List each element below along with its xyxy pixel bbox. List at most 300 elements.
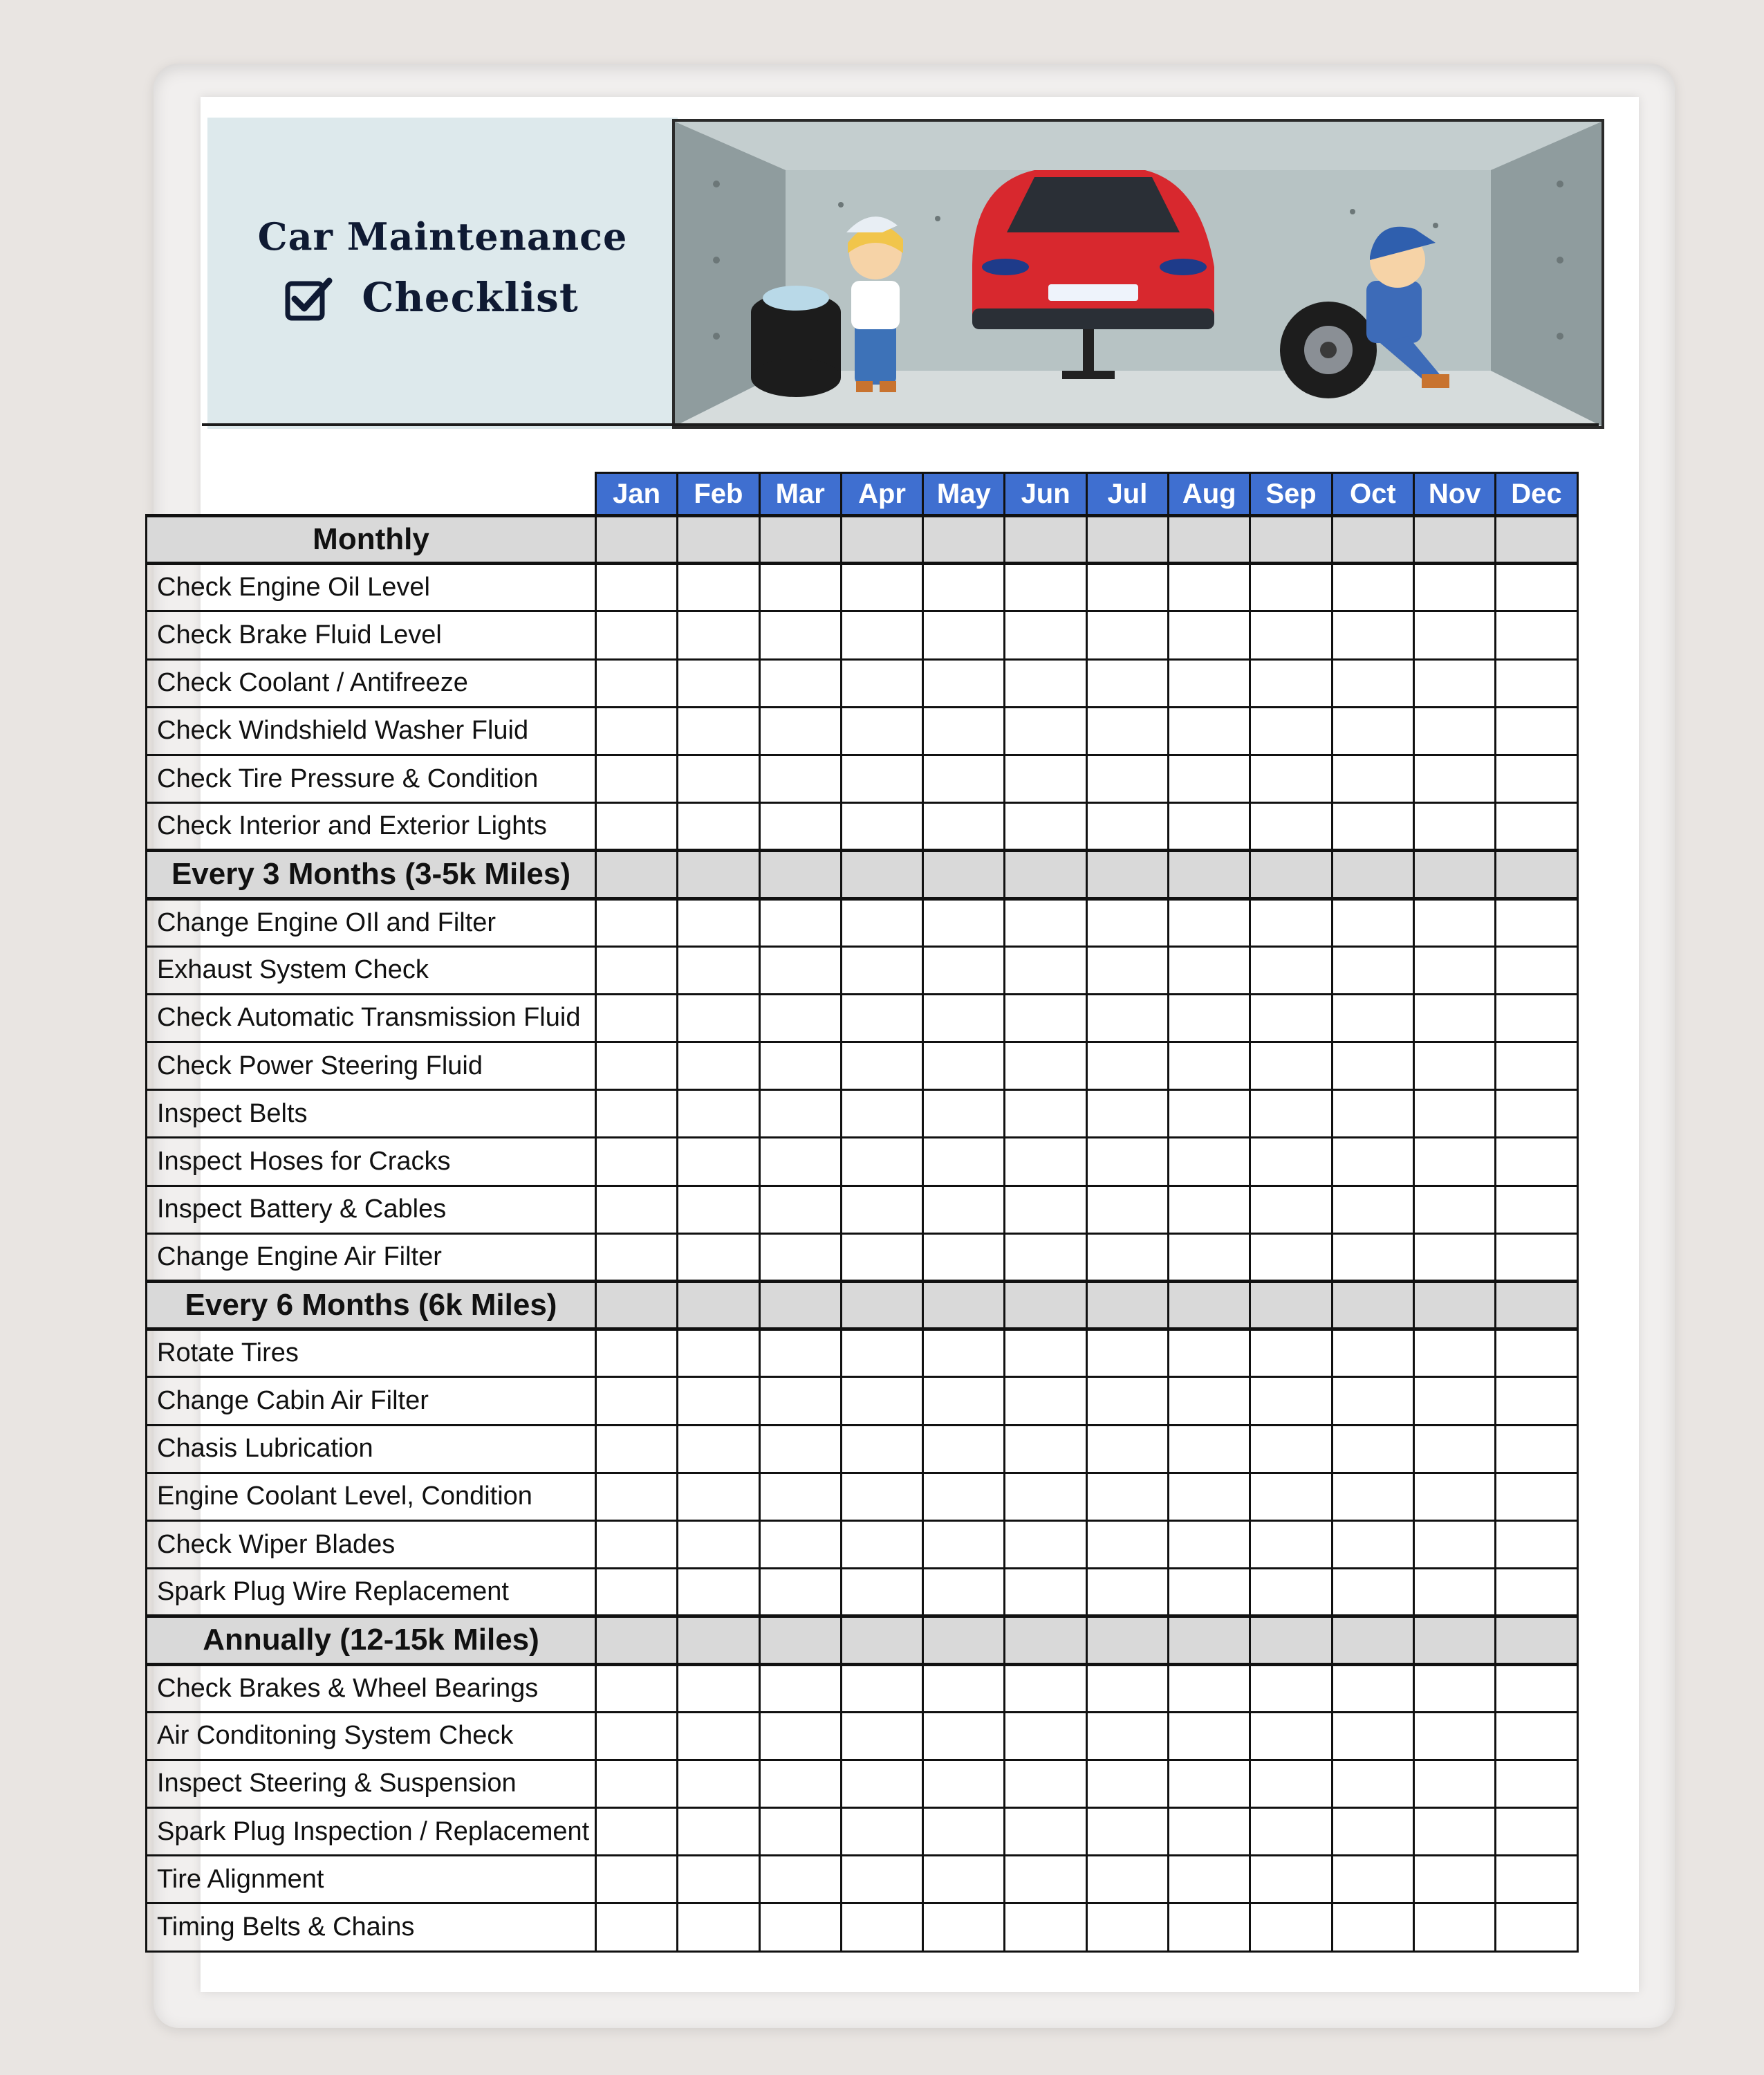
checkbox-cell-oct[interactable] — [1332, 1042, 1413, 1090]
checkbox-cell-oct[interactable] — [1332, 1377, 1413, 1425]
checkbox-cell-feb[interactable] — [678, 1233, 759, 1281]
checkbox-cell-jun[interactable] — [1005, 707, 1086, 755]
checkbox-cell-may[interactable] — [923, 1042, 1005, 1090]
checkbox-cell-mar[interactable] — [759, 1090, 841, 1138]
checkbox-cell-feb[interactable] — [678, 1138, 759, 1186]
checkbox-cell-jan[interactable] — [596, 1856, 678, 1903]
checkbox-cell-jul[interactable] — [1086, 1520, 1168, 1568]
checkbox-cell-jun[interactable] — [1005, 1090, 1086, 1138]
checkbox-cell-sep[interactable] — [1250, 1138, 1332, 1186]
checkbox-cell-apr[interactable] — [841, 1903, 922, 1951]
checkbox-cell-jul[interactable] — [1086, 1664, 1168, 1712]
checkbox-cell-nov[interactable] — [1413, 803, 1495, 851]
checkbox-cell-jun[interactable] — [1005, 803, 1086, 851]
checkbox-cell-aug[interactable] — [1169, 1186, 1250, 1233]
checkbox-cell-mar[interactable] — [759, 1808, 841, 1856]
checkbox-cell-jul[interactable] — [1086, 1473, 1168, 1520]
checkbox-cell-jul[interactable] — [1086, 659, 1168, 707]
checkbox-cell-jan[interactable] — [596, 1520, 678, 1568]
checkbox-cell-aug[interactable] — [1169, 1760, 1250, 1807]
checkbox-cell-sep[interactable] — [1250, 1808, 1332, 1856]
checkbox-cell-dec[interactable] — [1496, 1712, 1577, 1760]
checkbox-cell-apr[interactable] — [841, 1329, 922, 1377]
checkbox-cell-apr[interactable] — [841, 1664, 922, 1712]
checkbox-cell-feb[interactable] — [678, 1903, 759, 1951]
checkbox-cell-sep[interactable] — [1250, 1233, 1332, 1281]
checkbox-cell-sep[interactable] — [1250, 1425, 1332, 1473]
checkbox-cell-oct[interactable] — [1332, 994, 1413, 1042]
checkbox-cell-oct[interactable] — [1332, 707, 1413, 755]
checkbox-cell-jun[interactable] — [1005, 1569, 1086, 1616]
checkbox-cell-may[interactable] — [923, 946, 1005, 994]
checkbox-cell-may[interactable] — [923, 1808, 1005, 1856]
checkbox-cell-jun[interactable] — [1005, 1138, 1086, 1186]
checkbox-cell-jun[interactable] — [1005, 564, 1086, 611]
checkbox-cell-sep[interactable] — [1250, 659, 1332, 707]
checkbox-cell-may[interactable] — [923, 659, 1005, 707]
checkbox-cell-nov[interactable] — [1413, 1903, 1495, 1951]
checkbox-cell-sep[interactable] — [1250, 1712, 1332, 1760]
checkbox-cell-mar[interactable] — [759, 994, 841, 1042]
checkbox-cell-oct[interactable] — [1332, 1329, 1413, 1377]
checkbox-cell-jul[interactable] — [1086, 564, 1168, 611]
checkbox-cell-aug[interactable] — [1169, 994, 1250, 1042]
checkbox-cell-nov[interactable] — [1413, 1377, 1495, 1425]
checkbox-cell-sep[interactable] — [1250, 755, 1332, 802]
checkbox-cell-jun[interactable] — [1005, 1186, 1086, 1233]
checkbox-cell-feb[interactable] — [678, 994, 759, 1042]
checkbox-cell-jan[interactable] — [596, 1090, 678, 1138]
checkbox-cell-may[interactable] — [923, 1664, 1005, 1712]
checkbox-cell-nov[interactable] — [1413, 994, 1495, 1042]
checkbox-cell-jan[interactable] — [596, 898, 678, 946]
checkbox-cell-dec[interactable] — [1496, 659, 1577, 707]
checkbox-cell-dec[interactable] — [1496, 946, 1577, 994]
checkbox-cell-mar[interactable] — [759, 1569, 841, 1616]
checkbox-cell-nov[interactable] — [1413, 1425, 1495, 1473]
checkbox-cell-jul[interactable] — [1086, 611, 1168, 659]
checkbox-cell-apr[interactable] — [841, 1760, 922, 1807]
checkbox-cell-aug[interactable] — [1169, 1138, 1250, 1186]
checkbox-cell-jun[interactable] — [1005, 1712, 1086, 1760]
checkbox-cell-may[interactable] — [923, 564, 1005, 611]
checkbox-cell-aug[interactable] — [1169, 1808, 1250, 1856]
checkbox-cell-oct[interactable] — [1332, 659, 1413, 707]
checkbox-cell-mar[interactable] — [759, 1042, 841, 1090]
checkbox-cell-nov[interactable] — [1413, 1473, 1495, 1520]
checkbox-cell-nov[interactable] — [1413, 1808, 1495, 1856]
checkbox-cell-aug[interactable] — [1169, 1520, 1250, 1568]
checkbox-cell-feb[interactable] — [678, 1856, 759, 1903]
checkbox-cell-feb[interactable] — [678, 1377, 759, 1425]
checkbox-cell-feb[interactable] — [678, 803, 759, 851]
checkbox-cell-mar[interactable] — [759, 611, 841, 659]
checkbox-cell-aug[interactable] — [1169, 1329, 1250, 1377]
checkbox-cell-sep[interactable] — [1250, 1520, 1332, 1568]
checkbox-cell-dec[interactable] — [1496, 707, 1577, 755]
checkbox-cell-apr[interactable] — [841, 803, 922, 851]
checkbox-cell-jul[interactable] — [1086, 994, 1168, 1042]
checkbox-cell-apr[interactable] — [841, 1425, 922, 1473]
checkbox-cell-oct[interactable] — [1332, 1664, 1413, 1712]
checkbox-cell-jan[interactable] — [596, 1760, 678, 1807]
checkbox-cell-jun[interactable] — [1005, 1473, 1086, 1520]
checkbox-cell-mar[interactable] — [759, 1903, 841, 1951]
checkbox-cell-oct[interactable] — [1332, 564, 1413, 611]
checkbox-cell-mar[interactable] — [759, 803, 841, 851]
checkbox-cell-apr[interactable] — [841, 1808, 922, 1856]
checkbox-cell-apr[interactable] — [841, 1569, 922, 1616]
checkbox-cell-nov[interactable] — [1413, 1760, 1495, 1807]
checkbox-cell-aug[interactable] — [1169, 755, 1250, 802]
checkbox-cell-jan[interactable] — [596, 564, 678, 611]
checkbox-cell-jul[interactable] — [1086, 1760, 1168, 1807]
checkbox-cell-dec[interactable] — [1496, 1856, 1577, 1903]
checkbox-cell-nov[interactable] — [1413, 611, 1495, 659]
checkbox-cell-oct[interactable] — [1332, 1090, 1413, 1138]
checkbox-cell-dec[interactable] — [1496, 803, 1577, 851]
checkbox-cell-jul[interactable] — [1086, 1233, 1168, 1281]
checkbox-cell-nov[interactable] — [1413, 1090, 1495, 1138]
checkbox-cell-dec[interactable] — [1496, 1042, 1577, 1090]
checkbox-cell-may[interactable] — [923, 1233, 1005, 1281]
checkbox-cell-may[interactable] — [923, 755, 1005, 802]
checkbox-cell-mar[interactable] — [759, 1138, 841, 1186]
checkbox-cell-aug[interactable] — [1169, 564, 1250, 611]
checkbox-cell-dec[interactable] — [1496, 1760, 1577, 1807]
checkbox-cell-feb[interactable] — [678, 1186, 759, 1233]
checkbox-cell-jul[interactable] — [1086, 1856, 1168, 1903]
checkbox-cell-jun[interactable] — [1005, 946, 1086, 994]
checkbox-cell-jul[interactable] — [1086, 707, 1168, 755]
checkbox-cell-apr[interactable] — [841, 994, 922, 1042]
checkbox-cell-jun[interactable] — [1005, 898, 1086, 946]
checkbox-cell-dec[interactable] — [1496, 1425, 1577, 1473]
checkbox-cell-oct[interactable] — [1332, 1856, 1413, 1903]
checkbox-cell-apr[interactable] — [841, 1856, 922, 1903]
checkbox-cell-mar[interactable] — [759, 755, 841, 802]
checkbox-cell-jul[interactable] — [1086, 1808, 1168, 1856]
checkbox-cell-sep[interactable] — [1250, 1664, 1332, 1712]
checkbox-cell-jan[interactable] — [596, 1138, 678, 1186]
checkbox-cell-may[interactable] — [923, 1712, 1005, 1760]
checkbox-cell-oct[interactable] — [1332, 898, 1413, 946]
checkbox-cell-dec[interactable] — [1496, 1664, 1577, 1712]
checkbox-cell-oct[interactable] — [1332, 1186, 1413, 1233]
checkbox-cell-aug[interactable] — [1169, 1425, 1250, 1473]
checkbox-cell-oct[interactable] — [1332, 1233, 1413, 1281]
checkbox-cell-jun[interactable] — [1005, 611, 1086, 659]
checkbox-cell-jun[interactable] — [1005, 659, 1086, 707]
checkbox-cell-jul[interactable] — [1086, 1138, 1168, 1186]
checkbox-cell-feb[interactable] — [678, 1760, 759, 1807]
checkbox-cell-nov[interactable] — [1413, 1042, 1495, 1090]
checkbox-cell-mar[interactable] — [759, 898, 841, 946]
checkbox-cell-oct[interactable] — [1332, 1425, 1413, 1473]
checkbox-cell-dec[interactable] — [1496, 994, 1577, 1042]
checkbox-cell-apr[interactable] — [841, 1520, 922, 1568]
checkbox-cell-may[interactable] — [923, 1856, 1005, 1903]
checkbox-cell-jul[interactable] — [1086, 1329, 1168, 1377]
checkbox-cell-jul[interactable] — [1086, 1042, 1168, 1090]
checkbox-cell-feb[interactable] — [678, 1473, 759, 1520]
checkbox-cell-jun[interactable] — [1005, 1425, 1086, 1473]
checkbox-cell-apr[interactable] — [841, 564, 922, 611]
checkbox-cell-apr[interactable] — [841, 1090, 922, 1138]
checkbox-cell-jan[interactable] — [596, 1377, 678, 1425]
checkbox-cell-jan[interactable] — [596, 803, 678, 851]
checkbox-cell-feb[interactable] — [678, 1569, 759, 1616]
checkbox-cell-jun[interactable] — [1005, 1042, 1086, 1090]
checkbox-cell-may[interactable] — [923, 898, 1005, 946]
checkbox-cell-dec[interactable] — [1496, 1377, 1577, 1425]
checkbox-cell-oct[interactable] — [1332, 1712, 1413, 1760]
checkbox-cell-oct[interactable] — [1332, 1808, 1413, 1856]
checkbox-cell-nov[interactable] — [1413, 659, 1495, 707]
checkbox-cell-jan[interactable] — [596, 707, 678, 755]
checkbox-cell-apr[interactable] — [841, 707, 922, 755]
checkbox-cell-dec[interactable] — [1496, 1808, 1577, 1856]
checkbox-cell-nov[interactable] — [1413, 1186, 1495, 1233]
checkbox-cell-oct[interactable] — [1332, 1569, 1413, 1616]
checkbox-cell-aug[interactable] — [1169, 1233, 1250, 1281]
checkbox-cell-mar[interactable] — [759, 707, 841, 755]
checkbox-cell-feb[interactable] — [678, 946, 759, 994]
checkbox-cell-jul[interactable] — [1086, 803, 1168, 851]
checkbox-cell-apr[interactable] — [841, 1042, 922, 1090]
checkbox-cell-apr[interactable] — [841, 755, 922, 802]
checkbox-cell-jan[interactable] — [596, 1425, 678, 1473]
checkbox-cell-feb[interactable] — [678, 611, 759, 659]
checkbox-cell-feb[interactable] — [678, 659, 759, 707]
checkbox-cell-nov[interactable] — [1413, 755, 1495, 802]
checkbox-cell-mar[interactable] — [759, 1186, 841, 1233]
checkbox-cell-sep[interactable] — [1250, 1090, 1332, 1138]
checkbox-cell-dec[interactable] — [1496, 1903, 1577, 1951]
checkbox-cell-may[interactable] — [923, 1377, 1005, 1425]
checkbox-cell-nov[interactable] — [1413, 1569, 1495, 1616]
checkbox-cell-nov[interactable] — [1413, 1664, 1495, 1712]
checkbox-cell-may[interactable] — [923, 611, 1005, 659]
checkbox-cell-dec[interactable] — [1496, 1186, 1577, 1233]
checkbox-cell-dec[interactable] — [1496, 1329, 1577, 1377]
checkbox-cell-may[interactable] — [923, 1520, 1005, 1568]
checkbox-cell-oct[interactable] — [1332, 1520, 1413, 1568]
checkbox-cell-aug[interactable] — [1169, 1664, 1250, 1712]
checkbox-cell-mar[interactable] — [759, 1233, 841, 1281]
checkbox-cell-sep[interactable] — [1250, 564, 1332, 611]
checkbox-cell-jan[interactable] — [596, 1712, 678, 1760]
checkbox-cell-jul[interactable] — [1086, 1186, 1168, 1233]
checkbox-cell-jun[interactable] — [1005, 1856, 1086, 1903]
checkbox-cell-apr[interactable] — [841, 1473, 922, 1520]
checkbox-cell-sep[interactable] — [1250, 1760, 1332, 1807]
checkbox-cell-jul[interactable] — [1086, 1425, 1168, 1473]
checkbox-cell-may[interactable] — [923, 1138, 1005, 1186]
checkbox-cell-feb[interactable] — [678, 564, 759, 611]
checkbox-cell-aug[interactable] — [1169, 1569, 1250, 1616]
checkbox-cell-mar[interactable] — [759, 1760, 841, 1807]
checkbox-cell-may[interactable] — [923, 994, 1005, 1042]
checkbox-cell-aug[interactable] — [1169, 1377, 1250, 1425]
checkbox-cell-jan[interactable] — [596, 755, 678, 802]
checkbox-cell-oct[interactable] — [1332, 611, 1413, 659]
checkbox-cell-feb[interactable] — [678, 707, 759, 755]
checkbox-cell-nov[interactable] — [1413, 898, 1495, 946]
checkbox-cell-jan[interactable] — [596, 1042, 678, 1090]
checkbox-cell-may[interactable] — [923, 1569, 1005, 1616]
checkbox-cell-aug[interactable] — [1169, 803, 1250, 851]
checkbox-cell-aug[interactable] — [1169, 611, 1250, 659]
checkbox-cell-mar[interactable] — [759, 1520, 841, 1568]
checkbox-cell-aug[interactable] — [1169, 1856, 1250, 1903]
checkbox-cell-mar[interactable] — [759, 946, 841, 994]
checkbox-cell-dec[interactable] — [1496, 755, 1577, 802]
checkbox-cell-aug[interactable] — [1169, 1903, 1250, 1951]
checkbox-cell-mar[interactable] — [759, 1377, 841, 1425]
checkbox-cell-mar[interactable] — [759, 564, 841, 611]
checkbox-cell-sep[interactable] — [1250, 611, 1332, 659]
checkbox-cell-may[interactable] — [923, 1425, 1005, 1473]
checkbox-cell-jul[interactable] — [1086, 1712, 1168, 1760]
checkbox-cell-sep[interactable] — [1250, 707, 1332, 755]
checkbox-cell-jan[interactable] — [596, 1903, 678, 1951]
checkbox-cell-aug[interactable] — [1169, 1473, 1250, 1520]
checkbox-cell-nov[interactable] — [1413, 1329, 1495, 1377]
checkbox-cell-apr[interactable] — [841, 1186, 922, 1233]
checkbox-cell-nov[interactable] — [1413, 1712, 1495, 1760]
checkbox-cell-nov[interactable] — [1413, 946, 1495, 994]
checkbox-cell-jan[interactable] — [596, 1569, 678, 1616]
checkbox-cell-aug[interactable] — [1169, 1042, 1250, 1090]
checkbox-cell-jul[interactable] — [1086, 1569, 1168, 1616]
checkbox-cell-dec[interactable] — [1496, 1090, 1577, 1138]
checkbox-cell-jan[interactable] — [596, 611, 678, 659]
checkbox-cell-sep[interactable] — [1250, 1042, 1332, 1090]
checkbox-cell-jun[interactable] — [1005, 1233, 1086, 1281]
checkbox-cell-jun[interactable] — [1005, 1329, 1086, 1377]
checkbox-cell-dec[interactable] — [1496, 1520, 1577, 1568]
checkbox-cell-oct[interactable] — [1332, 946, 1413, 994]
checkbox-cell-oct[interactable] — [1332, 755, 1413, 802]
checkbox-cell-dec[interactable] — [1496, 1138, 1577, 1186]
checkbox-cell-dec[interactable] — [1496, 611, 1577, 659]
checkbox-cell-feb[interactable] — [678, 898, 759, 946]
checkbox-cell-jun[interactable] — [1005, 1520, 1086, 1568]
checkbox-cell-may[interactable] — [923, 1903, 1005, 1951]
checkbox-cell-jul[interactable] — [1086, 1903, 1168, 1951]
checkbox-cell-jul[interactable] — [1086, 755, 1168, 802]
checkbox-cell-aug[interactable] — [1169, 1090, 1250, 1138]
checkbox-cell-may[interactable] — [923, 1473, 1005, 1520]
checkbox-cell-mar[interactable] — [759, 659, 841, 707]
checkbox-cell-mar[interactable] — [759, 1712, 841, 1760]
checkbox-cell-mar[interactable] — [759, 1473, 841, 1520]
checkbox-cell-jun[interactable] — [1005, 1377, 1086, 1425]
checkbox-cell-may[interactable] — [923, 1329, 1005, 1377]
checkbox-cell-mar[interactable] — [759, 1329, 841, 1377]
checkbox-cell-jan[interactable] — [596, 1186, 678, 1233]
checkbox-cell-oct[interactable] — [1332, 1473, 1413, 1520]
checkbox-cell-may[interactable] — [923, 707, 1005, 755]
checkbox-cell-sep[interactable] — [1250, 946, 1332, 994]
checkbox-cell-feb[interactable] — [678, 1425, 759, 1473]
checkbox-cell-sep[interactable] — [1250, 1186, 1332, 1233]
checkbox-cell-aug[interactable] — [1169, 946, 1250, 994]
checkbox-cell-may[interactable] — [923, 1186, 1005, 1233]
checkbox-cell-jan[interactable] — [596, 1664, 678, 1712]
checkbox-cell-oct[interactable] — [1332, 803, 1413, 851]
checkbox-cell-apr[interactable] — [841, 1377, 922, 1425]
checkbox-cell-feb[interactable] — [678, 1808, 759, 1856]
checkbox-cell-jun[interactable] — [1005, 994, 1086, 1042]
checkbox-cell-jun[interactable] — [1005, 1760, 1086, 1807]
checkbox-cell-jul[interactable] — [1086, 1090, 1168, 1138]
checkbox-cell-apr[interactable] — [841, 611, 922, 659]
checkbox-cell-jan[interactable] — [596, 994, 678, 1042]
checkbox-cell-jun[interactable] — [1005, 755, 1086, 802]
checkbox-cell-apr[interactable] — [841, 898, 922, 946]
checkbox-cell-jan[interactable] — [596, 1473, 678, 1520]
checkbox-cell-feb[interactable] — [678, 1329, 759, 1377]
checkbox-cell-aug[interactable] — [1169, 1712, 1250, 1760]
checkbox-cell-jun[interactable] — [1005, 1808, 1086, 1856]
checkbox-cell-may[interactable] — [923, 1760, 1005, 1807]
checkbox-cell-dec[interactable] — [1496, 1233, 1577, 1281]
checkbox-cell-feb[interactable] — [678, 1090, 759, 1138]
checkbox-cell-apr[interactable] — [841, 1712, 922, 1760]
checkbox-cell-sep[interactable] — [1250, 1856, 1332, 1903]
checkbox-cell-dec[interactable] — [1496, 564, 1577, 611]
checkbox-cell-apr[interactable] — [841, 1233, 922, 1281]
checkbox-cell-oct[interactable] — [1332, 1138, 1413, 1186]
checkbox-cell-nov[interactable] — [1413, 707, 1495, 755]
checkbox-cell-nov[interactable] — [1413, 1233, 1495, 1281]
checkbox-cell-nov[interactable] — [1413, 1520, 1495, 1568]
checkbox-cell-aug[interactable] — [1169, 707, 1250, 755]
checkbox-cell-jan[interactable] — [596, 946, 678, 994]
checkbox-cell-jan[interactable] — [596, 1329, 678, 1377]
checkbox-cell-feb[interactable] — [678, 1042, 759, 1090]
checkbox-cell-jan[interactable] — [596, 1808, 678, 1856]
checkbox-cell-jul[interactable] — [1086, 946, 1168, 994]
checkbox-cell-jun[interactable] — [1005, 1903, 1086, 1951]
checkbox-cell-feb[interactable] — [678, 1664, 759, 1712]
checkbox-cell-jul[interactable] — [1086, 1377, 1168, 1425]
checkbox-cell-sep[interactable] — [1250, 1903, 1332, 1951]
checkbox-cell-sep[interactable] — [1250, 1329, 1332, 1377]
checkbox-cell-feb[interactable] — [678, 755, 759, 802]
checkbox-cell-sep[interactable] — [1250, 898, 1332, 946]
checkbox-cell-nov[interactable] — [1413, 1138, 1495, 1186]
checkbox-cell-nov[interactable] — [1413, 1856, 1495, 1903]
checkbox-cell-may[interactable] — [923, 1090, 1005, 1138]
checkbox-cell-feb[interactable] — [678, 1520, 759, 1568]
checkbox-cell-dec[interactable] — [1496, 1569, 1577, 1616]
checkbox-cell-dec[interactable] — [1496, 1473, 1577, 1520]
checkbox-cell-jun[interactable] — [1005, 1664, 1086, 1712]
checkbox-cell-apr[interactable] — [841, 946, 922, 994]
checkbox-cell-mar[interactable] — [759, 1425, 841, 1473]
checkbox-cell-sep[interactable] — [1250, 803, 1332, 851]
checkbox-cell-oct[interactable] — [1332, 1903, 1413, 1951]
checkbox-cell-sep[interactable] — [1250, 994, 1332, 1042]
checkbox-cell-may[interactable] — [923, 803, 1005, 851]
checkbox-cell-nov[interactable] — [1413, 564, 1495, 611]
checkbox-cell-feb[interactable] — [678, 1712, 759, 1760]
checkbox-cell-jan[interactable] — [596, 659, 678, 707]
checkbox-cell-sep[interactable] — [1250, 1569, 1332, 1616]
